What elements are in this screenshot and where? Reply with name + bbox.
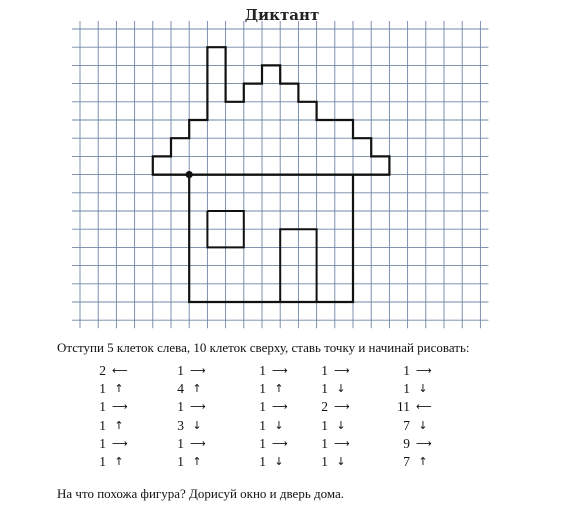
step-count: 1 — [259, 435, 266, 451]
step-item — [244, 417, 286, 435]
step-count: 1 — [177, 435, 184, 451]
step-column — [84, 362, 126, 471]
step-column — [388, 362, 430, 471]
instruction-text: Отступи 5 клеток слева, 10 клеток сверху, ставь точку и начинай рисовать: — [57, 340, 470, 355]
step-item — [388, 435, 430, 453]
step-count: 1 — [321, 417, 328, 433]
step-count: 1 — [99, 381, 106, 397]
step-count: 1 — [259, 363, 266, 378]
step-count: 1 — [321, 363, 328, 378]
step-column — [244, 362, 286, 471]
question-text: На что похожа фигура? Дорисуй окно и дверь дома. — [57, 486, 345, 501]
step-item — [244, 380, 286, 398]
step-count: 11 — [397, 399, 410, 415]
step-item — [306, 380, 348, 398]
step-item — [162, 398, 204, 416]
step-count: 9 — [403, 435, 410, 451]
step-item — [162, 453, 204, 471]
arrow-up-icon: ↑ — [114, 382, 124, 396]
arrow-right-icon: ⟶ — [334, 436, 350, 450]
step-count: 4 — [177, 381, 184, 397]
step-count: 7 — [403, 453, 410, 469]
step-count: 1 — [99, 399, 106, 415]
arrow-right-icon: ⟶ — [416, 436, 432, 450]
step-item — [306, 362, 348, 380]
arrow-right-icon: ⟶ — [416, 364, 432, 377]
arrow-up-icon: ↑ — [192, 382, 202, 396]
step-column — [162, 362, 204, 471]
step-item — [84, 362, 126, 380]
arrow-down-icon: ↓ — [274, 418, 284, 432]
step-count: 3 — [177, 417, 184, 433]
arrow-up-icon: ↑ — [418, 454, 428, 468]
start-point — [186, 171, 193, 178]
step-item — [84, 380, 126, 398]
step-count: 1 — [403, 381, 410, 397]
step-item — [244, 398, 286, 416]
step-count: 1 — [99, 417, 106, 433]
arrow-down-icon: ↓ — [336, 382, 346, 396]
step-count: 1 — [177, 363, 184, 378]
step-count: 1 — [403, 363, 410, 378]
arrow-right-icon: ⟶ — [190, 364, 206, 377]
step-count: 1 — [177, 453, 184, 469]
arrow-down-icon: ↓ — [274, 454, 284, 468]
step-count: 1 — [259, 417, 266, 433]
step-count: 1 — [321, 381, 328, 397]
step-item — [388, 417, 430, 435]
step-item — [162, 362, 204, 380]
arrow-down-icon: ↓ — [336, 454, 346, 468]
arrow-down-icon: ↓ — [336, 418, 346, 432]
step-item — [388, 398, 430, 416]
step-item — [84, 435, 126, 453]
step-item — [162, 435, 204, 453]
arrow-up-icon: ↑ — [192, 454, 202, 468]
arrow-left-icon: ⟵ — [112, 364, 128, 377]
arrow-right-icon: ⟶ — [112, 436, 128, 450]
step-count: 2 — [99, 363, 106, 378]
arrow-down-icon: ↓ — [418, 418, 428, 432]
step-item — [388, 362, 430, 380]
step-count: 1 — [259, 453, 266, 469]
arrow-right-icon: ⟶ — [272, 364, 288, 377]
step-count: 1 — [99, 453, 106, 469]
step-item — [388, 380, 430, 398]
arrow-right-icon: ⟶ — [190, 436, 206, 450]
step-count: 7 — [403, 417, 410, 433]
step-item — [162, 417, 204, 435]
arrow-right-icon: ⟶ — [334, 364, 350, 377]
step-item — [306, 417, 348, 435]
step-count: 2 — [321, 399, 328, 415]
step-count: 1 — [259, 381, 266, 397]
step-item — [244, 435, 286, 453]
arrow-up-icon: ↑ — [114, 418, 124, 432]
arrow-down-icon: ↓ — [192, 418, 202, 432]
step-item — [306, 398, 348, 416]
arrow-up-icon: ↑ — [114, 454, 124, 468]
arrow-down-icon: ↓ — [418, 382, 428, 396]
step-item — [84, 398, 126, 416]
step-item — [84, 453, 126, 471]
step-item — [306, 453, 348, 471]
arrow-up-icon: ↑ — [274, 382, 284, 396]
step-item — [244, 362, 286, 380]
arrow-right-icon: ⟶ — [190, 400, 206, 414]
step-column — [306, 362, 348, 471]
page-title: Диктант — [244, 6, 320, 24]
arrow-right-icon: ⟶ — [334, 400, 350, 414]
step-item — [162, 380, 204, 398]
step-count: 1 — [259, 399, 266, 415]
step-item — [84, 417, 126, 435]
step-count: 1 — [99, 435, 106, 451]
step-item — [244, 453, 286, 471]
arrow-right-icon: ⟶ — [272, 400, 288, 414]
step-item — [306, 435, 348, 453]
step-count: 1 — [177, 399, 184, 415]
arrow-left-icon: ⟵ — [416, 400, 432, 414]
step-count: 1 — [321, 435, 328, 451]
step-count: 1 — [321, 453, 328, 469]
step-item — [388, 453, 430, 471]
arrow-right-icon: ⟶ — [112, 400, 128, 414]
arrow-right-icon: ⟶ — [272, 436, 288, 450]
